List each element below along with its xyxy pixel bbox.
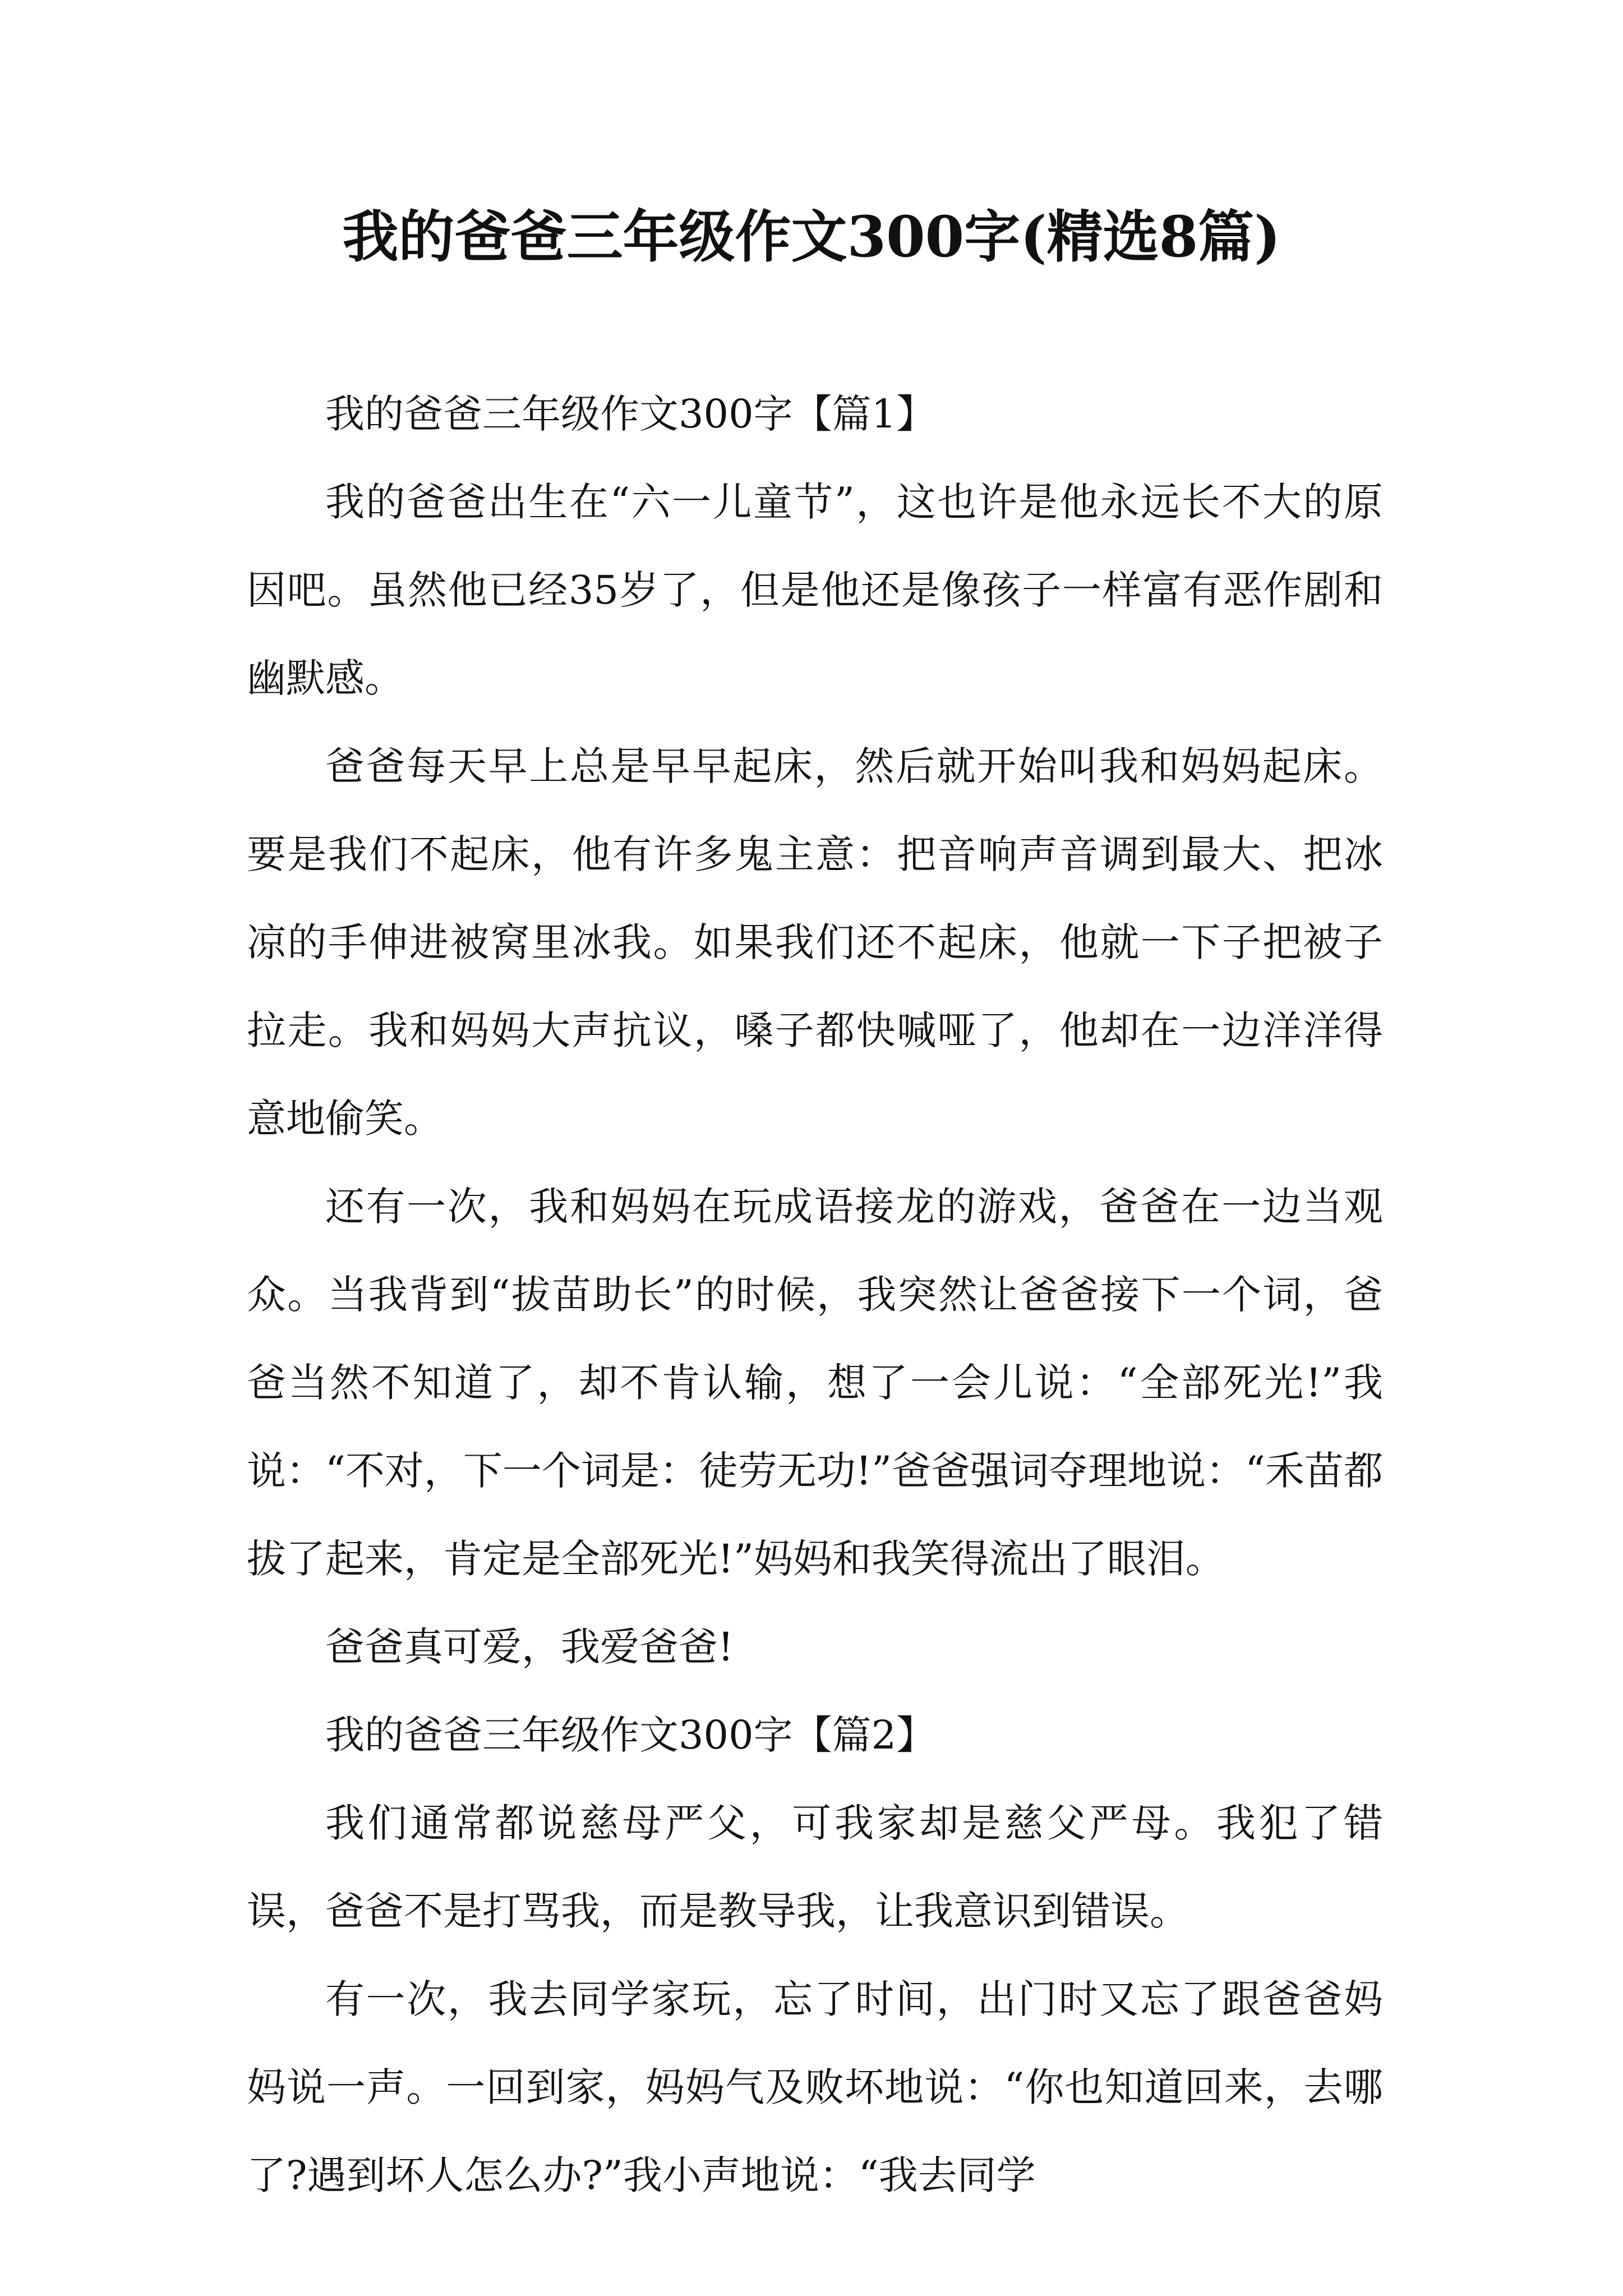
section-heading-1: 我的爸爸三年级作文300字【篇1】	[325, 391, 936, 437]
paragraph: 爸爸真可爱，我爱爸爸!	[325, 1624, 734, 1670]
document-title: 我的爸爸三年级作文300字(精选8篇)	[342, 204, 1281, 270]
paragraph: 我的爸爸出生在“六一儿童节”，这也许是他永远长不大的原因吧。虽然他已经35岁了，但是他还是像孩子一样富有恶作剧和幽默感。	[247, 479, 1383, 701]
section-heading-2: 我的爸爸三年级作文300字【篇2】	[325, 1712, 936, 1758]
paragraph: 还有一次，我和妈妈在玩成语接龙的游戏，爸爸在一边当观众。当我背到“拔苗助长”的时候，我突然让爸爸接下一个词，爸爸当然不知道了，却不肯认输，想了一会儿说：“全部死光!”我说：“不对，下一个词是：徒劳无功!”爸爸强词夺理地说：“禾苗都拔了起来，肯定是全部死光!”妈妈和我笑得流出了眼泪。	[247, 1184, 1383, 1582]
document-body	[247, 370, 1383, 2220]
paragraph: 我们通常都说慈母严父，可我家却是慈父严母。我犯了错误，爸爸不是打骂我，而是教导我，让我意识到错误。	[247, 1800, 1383, 1934]
paragraph: 有一次，我去同学家玩，忘了时间，出门时又忘了跟爸爸妈妈说一声。一回到家，妈妈气及败坏地说：“你也知道回来，去哪了?遇到坏人怎么办?”我小声地说：“我去同学	[247, 1976, 1383, 2198]
paragraph: 爸爸每天早上总是早早起床，然后就开始叫我和妈妈起床。要是我们不起床，他有许多鬼主意：把音响声音调到最大、把冰凉的手伸进被窝里冰我。如果我们还不起床，他就一下子把被子拉走。我和妈妈大声抗议，嗓子都快喊哑了，他却在一边洋洋得意地偷笑。	[247, 743, 1383, 1142]
